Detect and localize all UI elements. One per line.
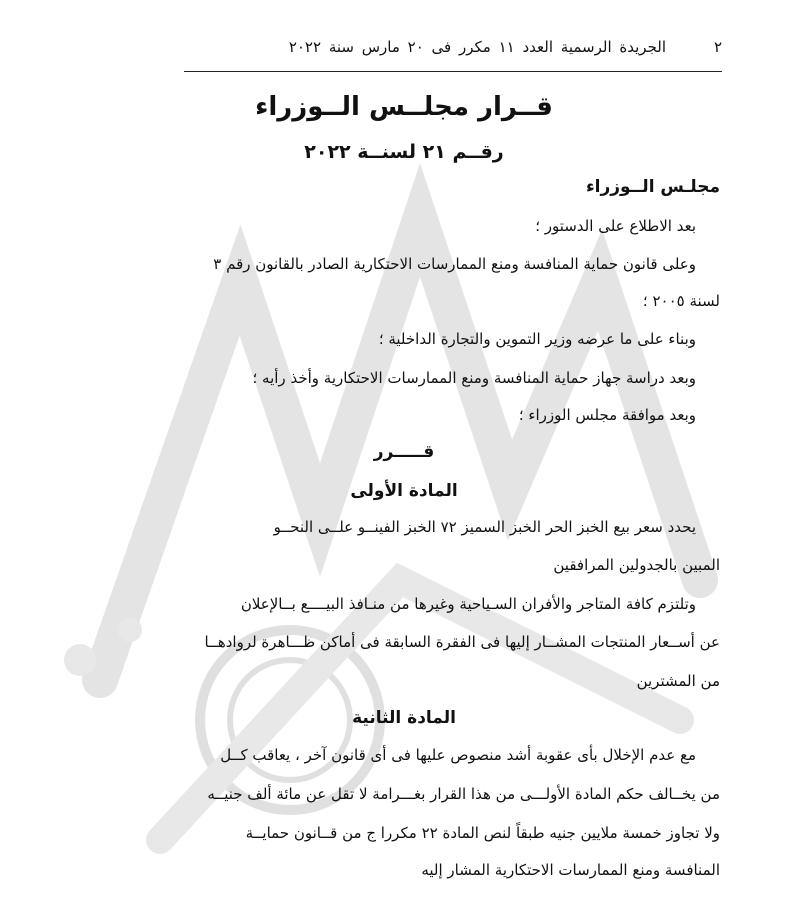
article1-line-2: المبين بالجدولين المرافقين [553,556,720,574]
decision-title: قــرار مجلــس الــوزراء [255,92,553,122]
preamble-line-6: وبعد موافقة مجلس الوزراء ؛ [518,406,696,424]
preamble-line-3: لسنة ٢٠٠٥ ؛ [642,292,720,310]
preamble-line-5: وبعد دراسة جهاز حماية المنافسة ومنع الممارسات الاحتكارية وأخذ رأيه ؛ [252,369,696,387]
header-rule [184,71,722,72]
preamble-line-4: وبناء على ما عرضه وزير التموين والتجارة الداخلية ؛ [378,330,696,348]
article1-line-1: يحدد سعر بيع الخبز الحر الخبز السميز ٧٢ الخبز الفينــو علــى النحــو [273,518,696,536]
article2-line-1: مع عدم الإخلال بأى عقوبة أشد منصوص عليها فى أى قانون آخر ، يعاقب كــل [220,746,696,764]
article1-line-4: عن أســعار المنتجات المشــار إليها فى الفقرة السابقة فى أماكن ظـــاهرة لروادهــا [204,633,720,651]
page-number: ٢ [713,38,722,56]
gazette-header [184,38,722,66]
decision-number: رقــم ٢١ لسنــة ٢٠٢٢ [304,141,504,163]
article2-line-2: من يخــالف حكم المادة الأولـــى من هذا القرار بغـــرامة لا تقل عن مائة ألف جنيــه [207,785,720,803]
article2-title: المادة الثانية [352,708,456,728]
article2-line-3: ولا تجاوز خمسة ملايين جنيه طبقاً لنص المادة ٢٢ مكررا ج من قــانون حمايــة [245,824,720,842]
preamble-line-1: بعد الاطلاع على الدستور ؛ [535,217,696,235]
article1-line-3: وتلتزم كافة المتاجر والأفران السـياحية وغيرها من منـافذ البيــــع بــالإعلان [240,595,696,613]
article1-title: المادة الأولى [350,481,458,501]
article1-line-5: من المشترين [636,672,720,690]
article2-line-4: المنافسة ومنع الممارسات الاحتكارية المشار إليه [421,861,720,879]
council-heading: مجلـس الــوزراء [585,177,720,197]
gazette-title: الجريدة الرسمية العدد ١١ مكرر فى ٢٠ مارس سنة ٢٠٢٢ [288,38,666,56]
preamble-line-2: وعلى قانون حماية المنافسة ومنع الممارسات الاحتكارية الصادر بالقانون رقم ٣ [213,255,696,273]
decided-heading: قـــــرر [373,442,435,462]
